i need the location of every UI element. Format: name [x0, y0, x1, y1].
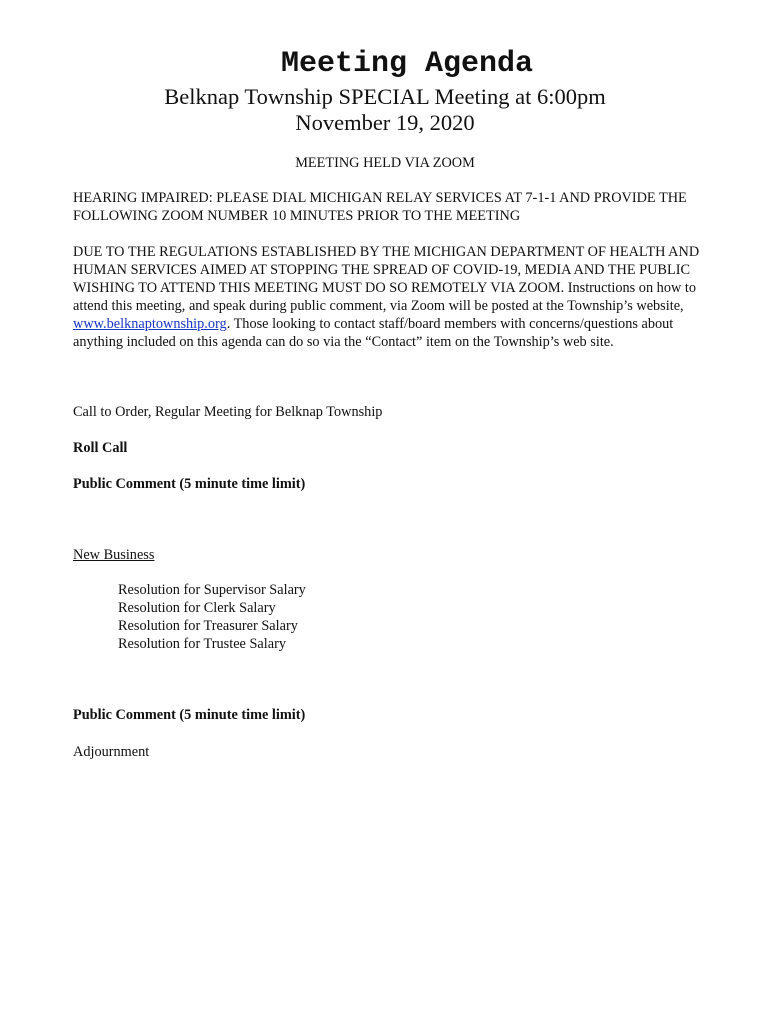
resolution-item: Resolution for Treasurer Salary — [118, 618, 298, 634]
call-to-order-item: Call to Order, Regular Meeting for Belknap Township — [73, 404, 383, 420]
resolution-item: Resolution for Clerk Salary — [118, 600, 276, 616]
roll-call-item: Roll Call — [73, 440, 128, 456]
covid-notice-text-part2: . Those looking to contact staff/board members with concerns/questions about anything included on this agenda can do so via the “Contact” item on the Township’s web site. — [73, 316, 674, 350]
covid-notice-text-part1: DUE TO THE REGULATIONS ESTABLISHED BY THE MICHIGAN DEPARTMENT OF HEALTH AND HUMAN SERVICES AIMED AT STOPPING THE SPREAD OF COVID-19, MEDIA AND THE PUBLIC WISHING TO ATTEND THIS MEETING MUST DO SO REMOTELY VIA ZOOM. Instructions on how to attend this meeting, and speak during public comment, via Zoom will be posted at the Township’s website, — [73, 244, 700, 314]
meeting-subtitle: Belknap Township SPECIAL Meeting at 6:00pm — [164, 84, 606, 109]
page-title: Meeting Agenda — [280, 47, 534, 81]
public-comment-item-1: Public Comment (5 minute time limit) — [73, 476, 306, 492]
new-business-heading: New Business — [73, 547, 155, 563]
resolution-item: Resolution for Supervisor Salary — [118, 582, 306, 598]
meeting-date: November 19, 2020 — [295, 110, 475, 135]
resolution-item: Resolution for Trustee Salary — [118, 636, 286, 652]
covid-regulations-notice — [73, 243, 713, 351]
resolution-list — [118, 581, 306, 653]
public-comment-item-2: Public Comment (5 minute time limit) — [73, 707, 306, 723]
township-website-link[interactable]: www.belknaptownship.org — [73, 316, 227, 332]
held-via-zoom-notice: MEETING HELD VIA ZOOM — [295, 155, 475, 171]
hearing-impaired-notice: HEARING IMPAIRED: PLEASE DIAL MICHIGAN RELAY SERVICES AT 7-1-1 AND PROVIDE THE FOLLOWING ZOOM NUMBER 10 MINUTES PRIOR TO THE MEETING — [73, 190, 687, 224]
adjournment-item: Adjournment — [73, 744, 150, 760]
